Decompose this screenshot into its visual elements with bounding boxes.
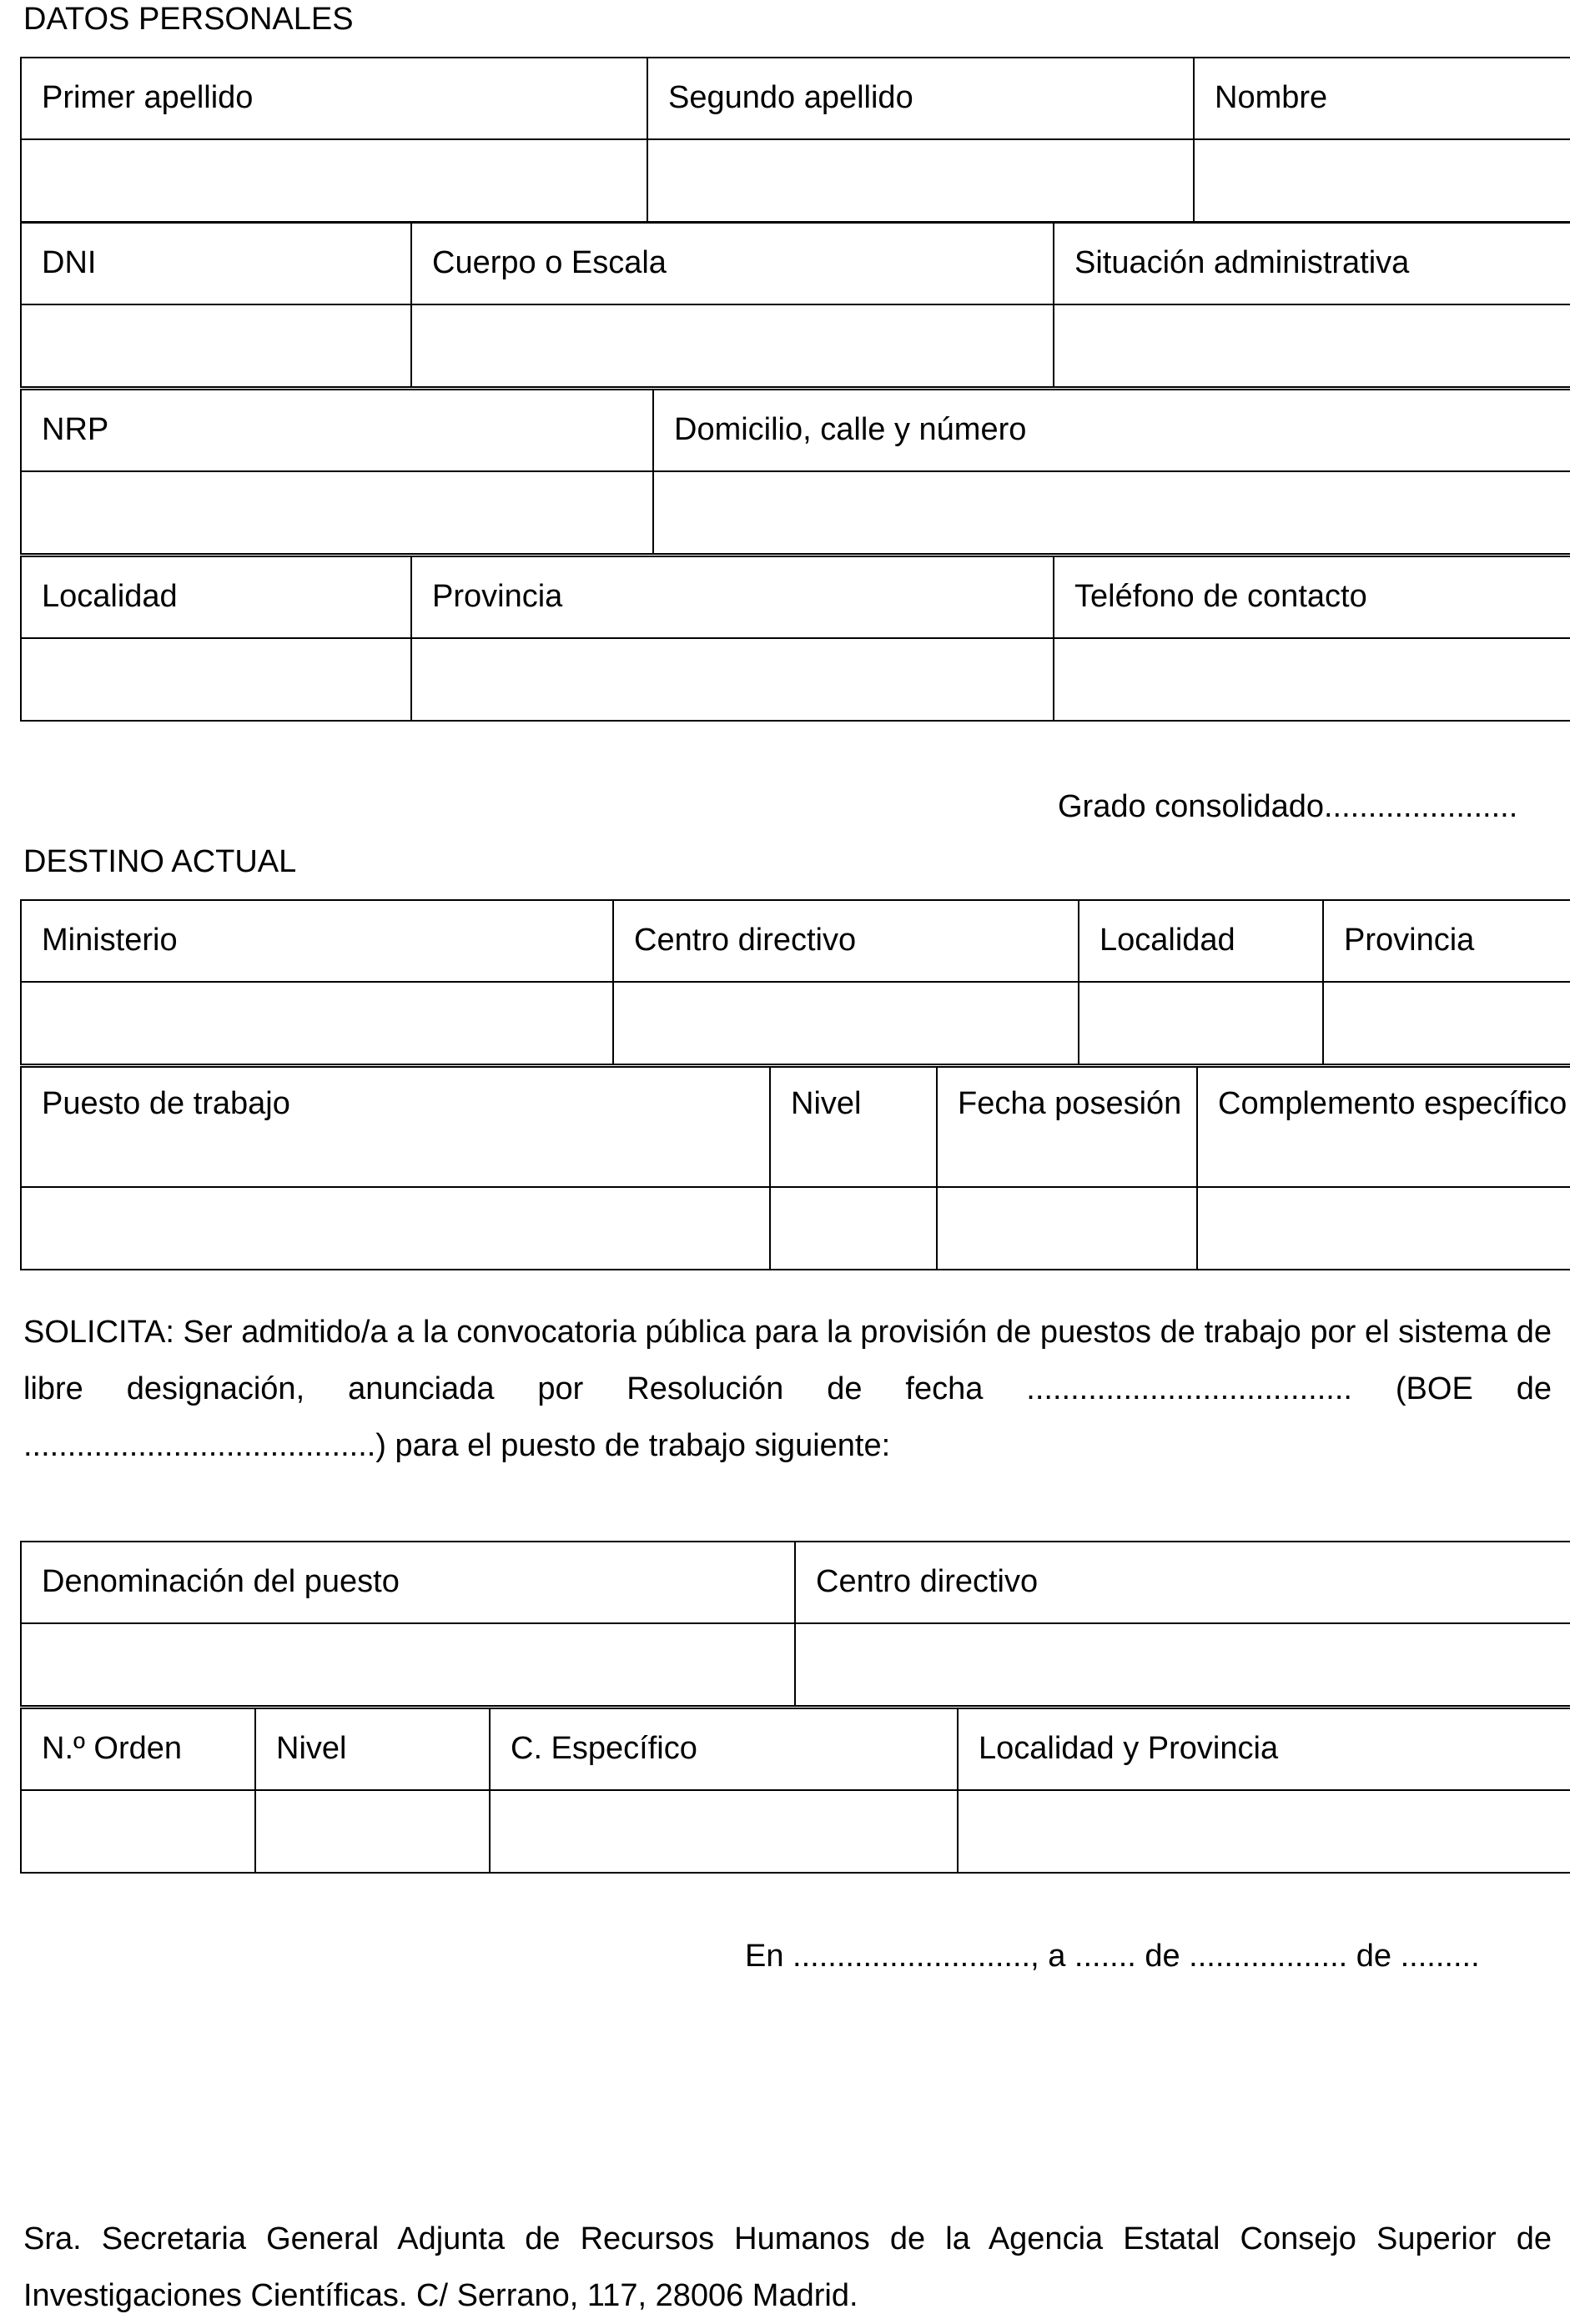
label-telefono: Teléfono de contacto: [1054, 556, 1570, 638]
label-situacion-administrativa: Situación administrativa: [1054, 223, 1570, 304]
label-c-especifico: C. Específico: [490, 1708, 958, 1790]
label-numero-orden: N.º Orden: [21, 1708, 255, 1790]
label-centro-directivo: Centro directivo: [613, 900, 1079, 982]
field-puesto-trabajo[interactable]: [21, 1187, 770, 1270]
label-denominacion-puesto: Denominación del puesto: [21, 1542, 795, 1623]
label-nrp: NRP: [21, 390, 653, 471]
field-primer-apellido[interactable]: [21, 139, 647, 222]
destino-actual-table-1: [20, 899, 1570, 1065]
label-nombre: Nombre: [1194, 58, 1570, 139]
field-provincia-destino[interactable]: [1323, 982, 1570, 1064]
field-ministerio[interactable]: [21, 982, 613, 1064]
label-dni: DNI: [21, 223, 411, 304]
field-numero-orden[interactable]: [21, 1790, 255, 1873]
grado-consolidado: Grado consolidado......................: [1058, 789, 1518, 824]
field-nrp[interactable]: [21, 471, 653, 554]
label-provincia: Provincia: [411, 556, 1054, 638]
label-provincia-destino: Provincia: [1323, 900, 1570, 982]
field-localidad-destino[interactable]: [1079, 982, 1323, 1064]
field-c-especifico[interactable]: [490, 1790, 958, 1873]
field-dni[interactable]: [21, 304, 411, 387]
field-centro-directivo-puesto[interactable]: [795, 1623, 1570, 1706]
label-domicilio: Domicilio, calle y número: [653, 390, 1570, 471]
fecha-lugar: En ..........................., a ....... de .................. de .........: [745, 1939, 1480, 1974]
field-localidad[interactable]: [21, 638, 411, 721]
field-nivel-destino[interactable]: [770, 1187, 937, 1270]
field-provincia[interactable]: [411, 638, 1054, 721]
field-domicilio[interactable]: [653, 471, 1570, 554]
field-complemento-especifico[interactable]: [1197, 1187, 1570, 1270]
label-centro-directivo-puesto: Centro directivo: [795, 1542, 1570, 1623]
label-localidad-destino: Localidad: [1079, 900, 1323, 982]
label-localidad: Localidad: [21, 556, 411, 638]
section-title-datos-personales: DATOS PERSONALES: [23, 2, 354, 37]
label-complemento-especifico: Complemento específico: [1197, 1067, 1570, 1187]
field-centro-directivo[interactable]: [613, 982, 1079, 1064]
field-nivel-puesto[interactable]: [255, 1790, 490, 1873]
field-telefono[interactable]: [1054, 638, 1570, 721]
puesto-table-2: [20, 1708, 1570, 1874]
label-segundo-apellido: Segundo apellido: [647, 58, 1194, 139]
field-cuerpo-escala[interactable]: [411, 304, 1054, 387]
section-title-destino-actual: DESTINO ACTUAL: [23, 844, 297, 879]
destino-actual-table-2: [20, 1066, 1570, 1270]
label-nivel-destino: Nivel: [770, 1067, 937, 1187]
label-primer-apellido: Primer apellido: [21, 58, 647, 139]
destinatario: Sra. Secretaria General Adjunta de Recursos Humanos de la Agencia Estatal Consejo Superior de Investigaciones Científicas. C/ Serrano, 117, 28006 Madrid.: [23, 2221, 1552, 2313]
field-situacion-administrativa[interactable]: [1054, 304, 1570, 387]
datos-personales-table-4: [20, 556, 1570, 722]
field-segundo-apellido[interactable]: [647, 139, 1194, 222]
label-localidad-provincia: Localidad y Provincia: [958, 1708, 1570, 1790]
field-localidad-provincia[interactable]: [958, 1790, 1570, 1873]
label-fecha-posesion: Fecha posesión: [937, 1067, 1197, 1187]
label-cuerpo-escala: Cuerpo o Escala: [411, 223, 1054, 304]
label-nivel-puesto: Nivel: [255, 1708, 490, 1790]
label-puesto-trabajo: Puesto de trabajo: [21, 1067, 770, 1187]
solicita-paragraph: SOLICITA: Ser admitido/a a la convocatoria pública para la provisión de puestos de trabajo por el sistema de libre designación, anunciada por Resolución de fecha ..................................... (BOE de ........................................) para el puesto de trabajo siguiente:: [23, 1315, 1552, 1463]
puesto-table-1: [20, 1541, 1570, 1707]
datos-personales-table-3: [20, 389, 1570, 555]
datos-personales-table-1: [20, 57, 1570, 223]
datos-personales-table-2: [20, 222, 1570, 388]
field-nombre[interactable]: [1194, 139, 1570, 222]
field-fecha-posesion[interactable]: [937, 1187, 1197, 1270]
field-denominacion-puesto[interactable]: [21, 1623, 795, 1706]
label-ministerio: Ministerio: [21, 900, 613, 982]
